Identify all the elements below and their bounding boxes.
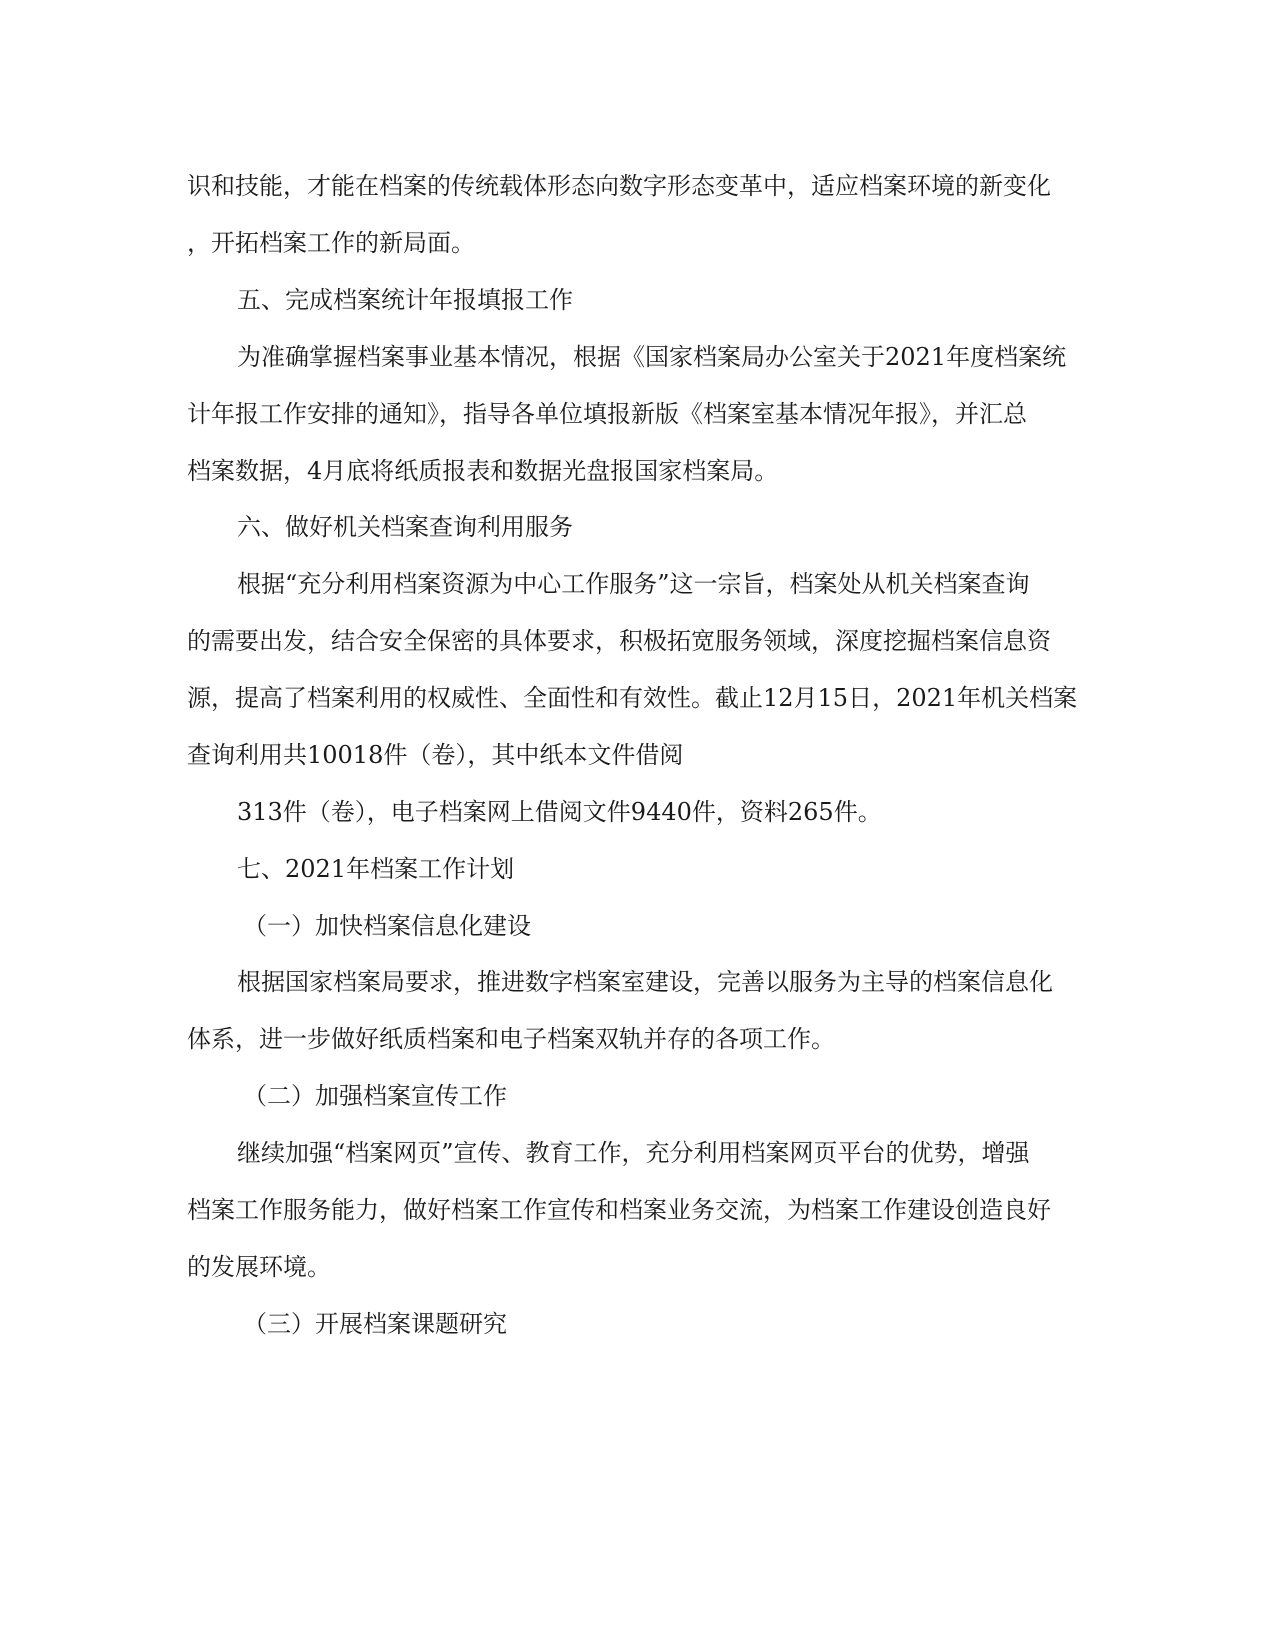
body-text-line: 的需要出发，结合安全保密的具体要求，积极拓宽服务领域，深度挖掘档案信息资 bbox=[187, 627, 1051, 655]
body-text-line: 档案数据，4月底将纸质报表和数据光盘报国家档案局。 bbox=[187, 457, 779, 485]
subsection-heading-2: （二）加强档案宣传工作 bbox=[243, 1082, 507, 1110]
body-text-line: 查询利用共10018件（卷），其中纸本文件借阅 bbox=[187, 741, 684, 769]
body-text-line: 计年报工作安排的通知》，指导各单位填报新版《档案室基本情况年报》，并汇总 bbox=[187, 400, 1027, 428]
body-text-line: 根据“充分利用档案资源为中心工作服务”这一宗旨，档案处从机关档案查询 bbox=[237, 570, 1030, 598]
body-text-line: ，开拓档案工作的新局面。 bbox=[187, 229, 475, 257]
body-text-line: 源，提高了档案利用的权威性、全面性和有效性。截止12月15日，2021年机关档案 bbox=[187, 684, 1078, 712]
body-text-line: 根据国家档案局要求，推进数字档案室建设，完善以服务为主导的档案信息化 bbox=[237, 968, 1053, 996]
section-heading-5: 五、完成档案统计年报填报工作 bbox=[237, 286, 573, 314]
body-text-line: 继续加强“档案网页”宣传、教育工作，充分利用档案网页平台的优势，增强 bbox=[237, 1139, 1030, 1167]
body-text-line: 识和技能，才能在档案的传统载体形态向数字形态变革中，适应档案环境的新变化 bbox=[187, 172, 1051, 200]
body-text-line: 体系，进一步做好纸质档案和电子档案双轨并存的各项工作。 bbox=[187, 1025, 835, 1053]
body-text-line: 的发展环境。 bbox=[187, 1253, 331, 1281]
body-text-line: 313件（卷），电子档案网上借阅文件9440件，资料265件。 bbox=[237, 798, 882, 826]
subsection-heading-3: （三）开展档案课题研究 bbox=[243, 1310, 507, 1338]
body-text-line: 档案工作服务能力，做好档案工作宣传和档案业务交流，为档案工作建设创造良好 bbox=[187, 1196, 1051, 1224]
section-heading-6: 六、做好机关档案查询利用服务 bbox=[237, 513, 573, 541]
body-text-line: 为准确掌握档案事业基本情况，根据《国家档案局办公室关于2021年度档案统 bbox=[237, 343, 1067, 371]
section-heading-7: 七、2021年档案工作计划 bbox=[237, 855, 515, 883]
subsection-heading-1: （一）加快档案信息化建设 bbox=[243, 912, 531, 940]
